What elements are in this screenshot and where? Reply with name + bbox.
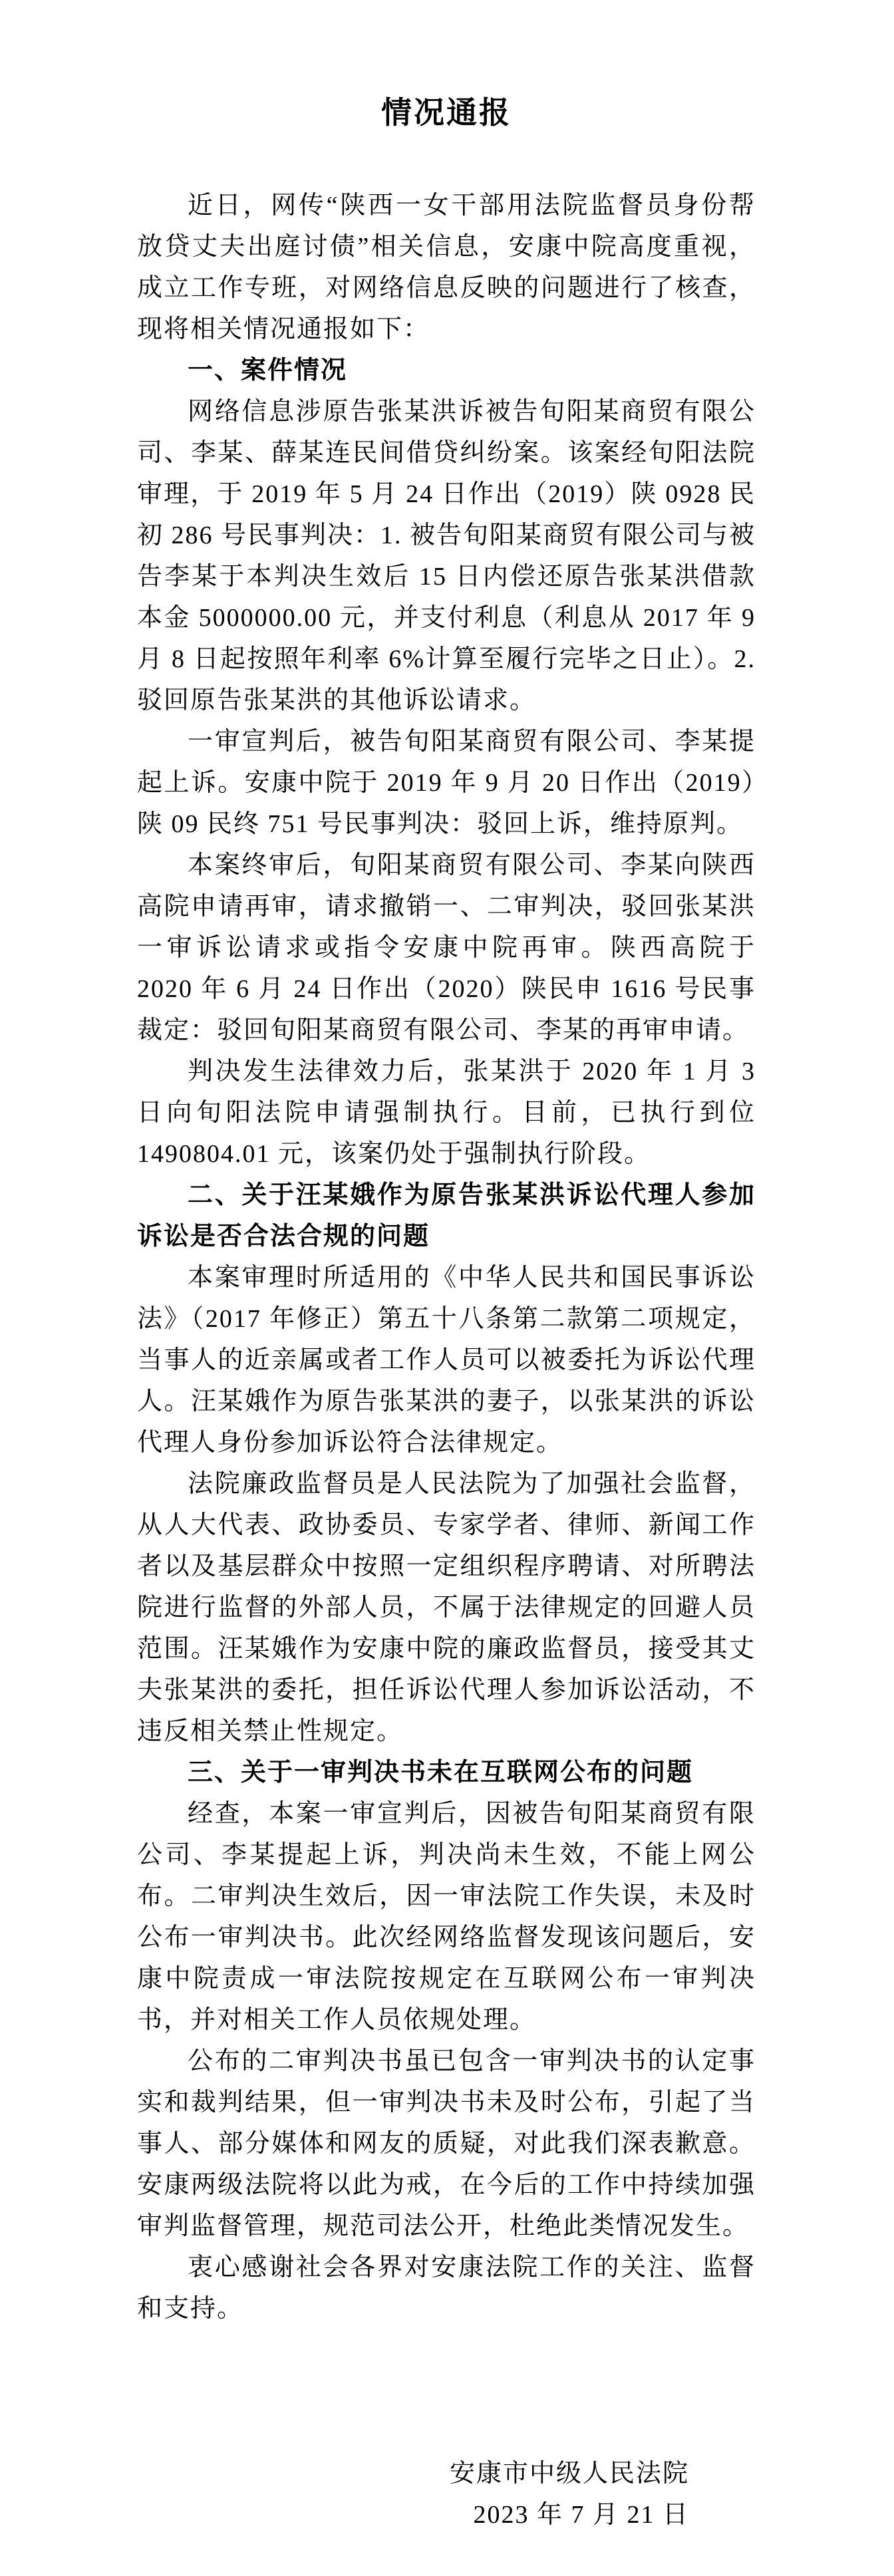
section-2-paragraph-1: 本案审理时所适用的《中华人民共和国民事诉讼法》（2017 年修正）第五十八条第二款第二项规定，当事人的近亲属或者工作人员可以被委托为诉讼代理人。汪某娥作为原告张某洪的妻子，以张某洪的诉讼代理人身份参加诉讼符合法律规定。 xyxy=(137,1264,756,1457)
section-1-paragraph-4: 判决发生法律效力后，张某洪于 2020 年 1 月 3 日向旬阳法院申请强制执行。目前，已执行到位 1490804.01 元，该案仍处于强制执行阶段。 xyxy=(137,1058,756,1168)
section-2-paragraph-2: 法院廉政监督员是人民法院为了加强社会监督，从人大代表、政协委员、专家学者、律师、新闻工作者以及基层群众中按照一定组织程序聘请、对所聘法院进行监督的外部人员，不属于法律规定的回避人员范围。汪某娥作为安康中院的廉政监督员，接受其丈夫张某洪的委托，担任诉讼代理人参加诉讼活动，不违反相关禁止性规定。 xyxy=(137,1470,756,1745)
closing-thanks-paragraph: 衷心感谢社会各界对安康法院工作的关注、监督和支持。 xyxy=(137,2253,756,2323)
signature-block xyxy=(137,2453,756,2535)
issue-date: 2023 年 7 月 21 日 xyxy=(473,2501,689,2529)
section-1-paragraph-2: 一审宣判后，被告旬阳某商贸有限公司、李某提起上诉。安康中院于 2019 年 9 月 20 日作出（2019）陕 09 民终 751 号民事判决：驳回上诉，维持原判。 xyxy=(137,728,756,838)
section-3-paragraph-2: 公布的二审判决书虽已包含一审判决书的认定事实和裁判结果，但一审判决书未及时公布，引起了当事人、部分媒体和网友的质疑，对此我们深表歉意。安康两级法院将以此为戒，在今后的工作中持续加强审判监督管理，规范司法公开，杜绝此类情况发生。 xyxy=(137,2047,756,2240)
section-3-paragraph-1: 经查，本案一审宣判后，因被告旬阳某商贸有限公司、李某提起上诉，判决尚未生效，不能上网公布。二审判决生效后，因一审法院工作失误，未及时公布一审判决书。此次经网络监督发现该问题后，安康中院责成一审法院按规定在互联网公布一审判决书，并对相关工作人员依规处理。 xyxy=(137,1800,756,2034)
section-1-heading: 一、案件情况 xyxy=(188,357,348,384)
intro-paragraph: 近日，网传“陕西一女干部用法院监督员身份帮放贷丈夫出庭讨债”相关信息，安康中院高度重视，成立工作专班，对网络信息反映的问题进行了核查，现将相关情况通报如下： xyxy=(137,192,756,343)
section-3-heading: 三、关于一审判决书未在互联网公布的问题 xyxy=(188,1759,694,1787)
section-2-heading: 二、关于汪某娥作为原告张某洪诉讼代理人参加诉讼是否合法合规的问题 xyxy=(137,1181,756,1250)
document-title: 情况通报 xyxy=(381,96,512,130)
issuer-name: 安康市中级人民法院 xyxy=(449,2460,689,2488)
section-1-paragraph-1: 网络信息涉原告张某洪诉被告旬阳某商贸有限公司、李某、薛某连民间借贷纠纷案。该案经旬阳法院审理，于 2019 年 5 月 24 日作出（2019）陕 0928 民初 286 号民事判决：1. 被告旬阳某商贸有限公司与被告李某于本判决生效后 15 日内偿还原告张某洪借款本金 5000000.00 元，并支付利息（利息从 2017 年 9 月 8 日起按照年利率 6%计算至履行完毕之日止）。2. 驳回原告张某洪的其他诉讼请求。 xyxy=(137,398,756,714)
section-1-paragraph-3: 本案终审后，旬阳某商贸有限公司、李某向陕西高院申请再审，请求撤销一、二审判决，驳回张某洪一审诉讼请求或指令安康中院再审。陕西高院于 2020 年 6 月 24 日作出（2020）陕民申 1616 号民事裁定：驳回旬阳某商贸有限公司、李某的再审申请。 xyxy=(137,851,756,1044)
